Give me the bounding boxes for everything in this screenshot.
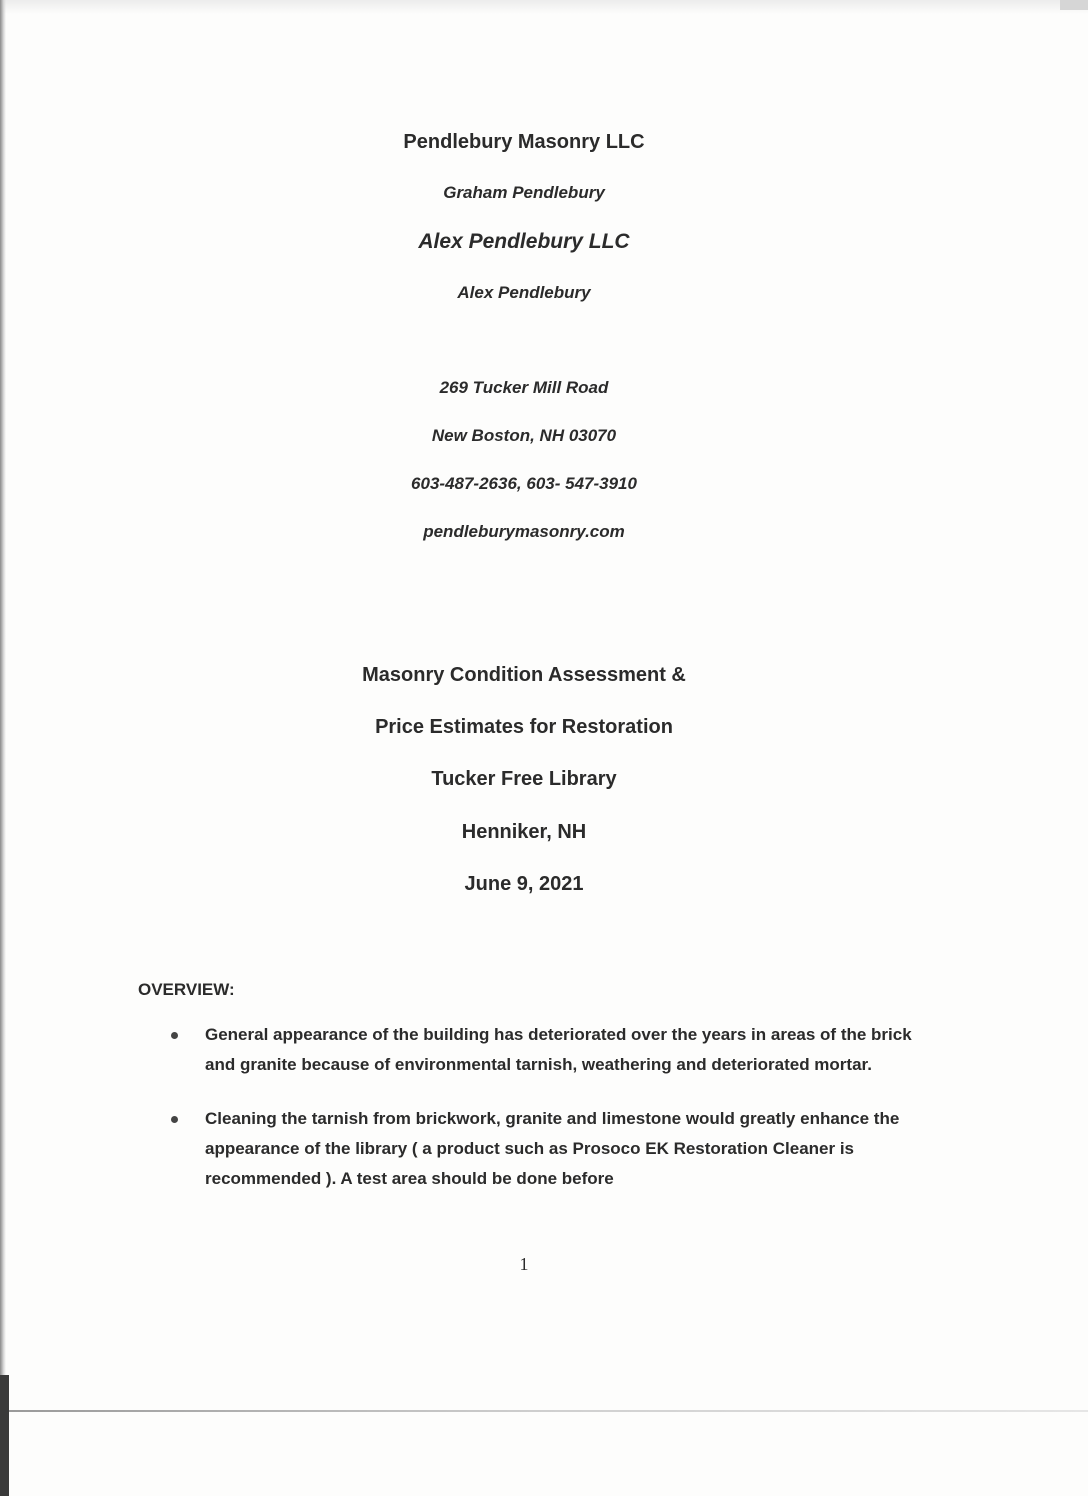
overview-heading: OVERVIEW: [138, 980, 235, 999]
company-name-alex: Alex Pendlebury LLC [418, 230, 630, 253]
report-location: Henniker, NH [461, 821, 587, 843]
bullet-icon [171, 1032, 178, 1039]
scan-artifact-bottom-left [0, 1375, 9, 1496]
website: pendleburymasonry.com [423, 522, 625, 541]
page-number: 1 [519, 1254, 529, 1274]
scan-artifact-top [0, 0, 1088, 14]
bullet-icon [171, 1116, 178, 1123]
report-title-line-1: Masonry Condition Assessment & [362, 664, 686, 686]
list-item [165, 1104, 925, 1194]
phone-numbers: 603-487-2636, 603- 547-3910 [411, 474, 637, 493]
report-title-line-2: Price Estimates for Restoration [375, 716, 673, 738]
list-item [165, 1020, 925, 1080]
report-library-name: Tucker Free Library [431, 768, 617, 790]
bullet-text: Cleaning the tarnish from brickwork, granite and limestone would greatly enhance the appearance of the library ( a product such as Prosoco EK Restoration Cleaner is recommended ). A test area should be done before [205, 1109, 900, 1188]
scan-artifact-bottom-line [0, 1410, 1088, 1412]
report-date: June 9, 2021 [464, 873, 584, 895]
bullet-text: General appearance of the building has deteriorated over the years in areas of the brick and granite because of environmental tarnish, weathering and deteriorated mortar. [205, 1025, 912, 1074]
owner-name-alex: Alex Pendlebury [457, 283, 591, 302]
company-name: Pendlebury Masonry LLC [403, 131, 645, 153]
scan-artifact-corner [1060, 0, 1088, 10]
address-city: New Boston, NH 03070 [431, 426, 617, 445]
address-street: 269 Tucker Mill Road [439, 378, 609, 397]
owner-name-graham: Graham Pendlebury [443, 183, 605, 202]
overview-bullet-list [165, 1020, 925, 1218]
